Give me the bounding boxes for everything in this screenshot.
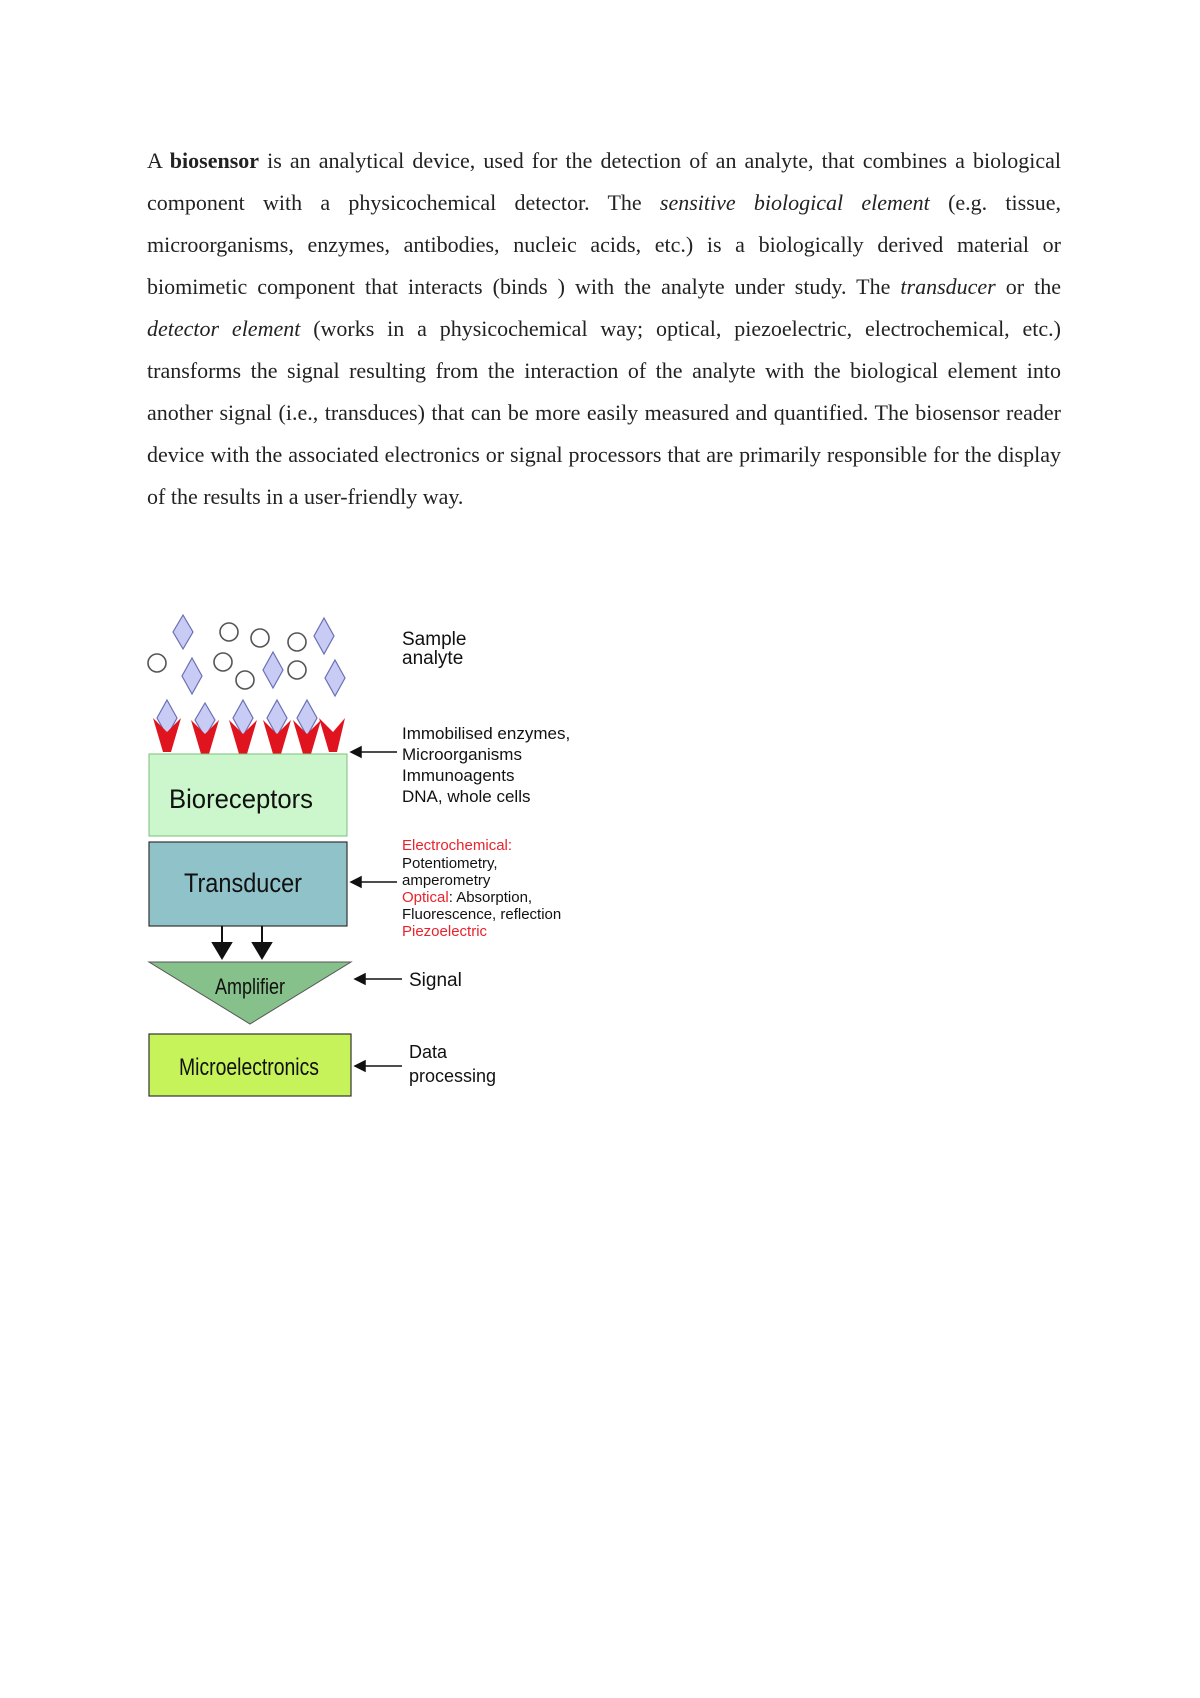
analyte-diamond bbox=[173, 615, 193, 649]
bold-term-biosensor: biosensor bbox=[169, 148, 260, 173]
left-arrow-icon bbox=[351, 747, 361, 757]
analyte-circle bbox=[288, 633, 306, 651]
analyte-diamond bbox=[263, 652, 283, 688]
body-paragraph bbox=[147, 140, 1061, 518]
analyte-diamond bbox=[314, 618, 334, 654]
analyte-circle bbox=[148, 654, 166, 672]
right-labels bbox=[402, 629, 570, 1086]
bioreceptor-type: Immobilised enzymes, bbox=[402, 724, 571, 743]
signal-label: Signal bbox=[409, 970, 462, 991]
optical-word: Optical bbox=[402, 889, 449, 906]
transducer-type-piezoelectric: Piezoelectric bbox=[402, 923, 488, 940]
pointer-arrows bbox=[351, 747, 402, 1071]
transducer-type: Fluorescence, reflection bbox=[402, 906, 562, 923]
analyte-circle bbox=[251, 629, 269, 647]
processing-label: processing bbox=[409, 1066, 497, 1086]
left-arrow-icon bbox=[355, 974, 365, 984]
down-arrow-icon bbox=[253, 943, 271, 958]
analyte-circle bbox=[220, 623, 238, 641]
bioreceptor-type: Microorganisms bbox=[402, 745, 522, 764]
left-arrow-icon bbox=[355, 1061, 365, 1071]
downward-arrows bbox=[213, 926, 271, 958]
data-label: Data bbox=[409, 1042, 448, 1062]
sample-label: Sample bbox=[402, 629, 467, 650]
italic-term: sensitive biological element bbox=[659, 190, 930, 215]
down-arrow-icon bbox=[213, 943, 231, 958]
receptor bbox=[319, 718, 345, 752]
italic-term: transducer bbox=[900, 274, 996, 299]
analyte-circle bbox=[236, 671, 254, 689]
text-segment: (works in a physicochemical way; optical, piezoelectric, electrochemical, etc.) transforms the signal resulting from the interaction of the analyte with the biological element into another signal (i.e., transduces) that can be more easily measured and quantified. The biosensor reader device with the associated electronics or signal processors that are primarily responsible for the display of the results in a user-friendly way. bbox=[147, 316, 1061, 509]
text-segment: is an analytical device, used for the detection of an analyte, that combines a biological component with a physicochemical detector. The bbox=[147, 148, 1061, 215]
analyte-circles bbox=[148, 623, 306, 689]
bioreceptor-type: Immunoagents bbox=[402, 766, 515, 785]
bioreceptor-type: DNA, whole cells bbox=[402, 787, 531, 806]
optical-rest: : Absorption, bbox=[448, 889, 533, 906]
transducer-type-electrochemical: Electrochemical: bbox=[402, 837, 513, 854]
biosensor-diagram bbox=[147, 600, 647, 1100]
transducer-type: amperometry bbox=[402, 872, 491, 889]
analyte-circle bbox=[288, 661, 306, 679]
microelectronics-label: Microelectronics bbox=[179, 1054, 319, 1081]
bioreceptors-label: Bioreceptors bbox=[169, 784, 313, 814]
left-arrow-icon bbox=[351, 877, 361, 887]
italic-term: detector element bbox=[147, 316, 301, 341]
analyte-diamond bbox=[182, 658, 202, 694]
analyte-diamond bbox=[325, 660, 345, 696]
diagram-svg bbox=[147, 600, 647, 1100]
amplifier-label: Amplifier bbox=[215, 974, 285, 999]
analyte-label: analyte bbox=[402, 648, 464, 669]
text-segment: or the bbox=[995, 274, 1061, 299]
analyte-circle bbox=[214, 653, 232, 671]
text-segment: A bbox=[147, 148, 170, 173]
transducer-type: Potentiometry, bbox=[402, 855, 498, 872]
text-segment: (e.g. tissue, microorganisms, enzymes, antibodies, nucleic acids, etc.) is a biologically derived material or biomimetic component that interacts (binds ) with the analyte under study. The bbox=[147, 190, 1062, 299]
transducer-label: Transducer bbox=[184, 868, 302, 898]
transducer-type-optical bbox=[402, 889, 532, 906]
